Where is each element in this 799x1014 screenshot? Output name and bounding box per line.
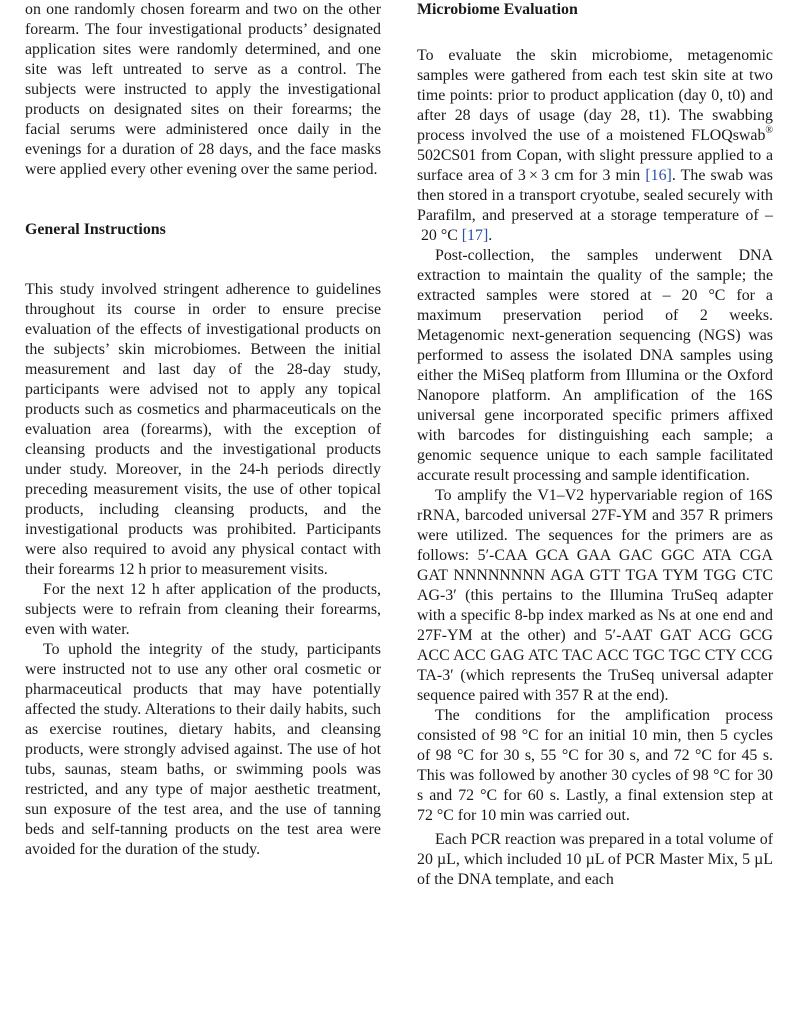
body-paragraph: Post-collection, the samples underwent DNA extraction to maintain the quality of the sample; the extracted samples were stored at – 20 °C for a maximum preservation period of 2 weeks. Metagenomic next-generation sequencing (NGS) was performed to assess the isolated DNA samples using either the MiSeq platform from Illumina or the Oxford Nanopore platform. An amplification of the 16S universal gene incorporated specific primers affixed with barcodes for distinguishing each sample; a genomic sequence unique to each sample facilitated accurate result processing and sample identification. (417, 247, 773, 484)
registered-mark: ® (765, 124, 773, 136)
body-paragraph: The conditions for the amplification process consisted of 98 °C for an initial 10 min, then 5 cycles of 98 °C for 30 s, 55 °C for 30 s, and 72 °C for 45 s. This was followed by another 30 cycles of 98 °C for 30 s and 72 °C for 60 s. Lastly, a final extension step at 72 °C for 10 min was carried out. (417, 707, 773, 824)
right-column (417, 0, 773, 890)
section-heading-microbiome-evaluation: Microbiome Evaluation (417, 1, 578, 18)
section-heading-general-instructions: General Instructions (25, 221, 166, 238)
body-paragraph: To amplify the V1–V2 hypervariable region of 16S rRNA, barcoded universal 27F-YM and 357 R primers were utilized. The sequences for the primers are as follows: 5′-CAA GCA GAA GAC GGC ATA CGA GAT NNNNNNNN AGA GTT TGA TYM TGG CTC AG-3′ (this pertains to the Illumina TruSeq adapter with a specific 8-bp index marked as Ns at one end and 27F-YM at the other) and 5′-AAT GAT ACG GCG ACC ACC GAG ATC TAC ACC TGC TGC CTY CCG TA-3′ (which represents the TruSeq universal adapter sequence paired with 357 R at the end). (417, 487, 773, 704)
text-run: 502CS01 from Copan, with slight pressure applied to a surface area of 3 × 3 cm for 3 min (417, 147, 773, 184)
left-column (25, 0, 381, 860)
body-paragraph-microbiome-sampling (417, 46, 773, 246)
text-run: . The swab was then stored in a transport cryotube, sealed securely with Parafilm, and preserved at a storage temperature of – 20 °C (417, 167, 773, 244)
text-run: . (488, 227, 493, 244)
citation-link-16[interactable]: [16] (645, 167, 672, 184)
intro-paragraph: on one randomly chosen forearm and two on the other forearm. The four investigational products’ designated application sites were randomly determined, and one site was left untreated to serve as a control. The subjects were instructed to apply the investigational products on designated sites on their forearms; the facial serums were administered once daily in the evenings for a duration of 28 days, and the face masks were applied every other evening over the same period. (25, 1, 381, 178)
text-run: To evaluate the skin microbiome, metagenomic samples were gathered from each test skin site at two time points: prior to product application (day 0, t0) and after 28 days of usage (day 28, t1). The swabbing process involved the use of a moistened FLOQswab (417, 47, 773, 144)
body-paragraph: For the next 12 h after application of the products, subjects were to refrain from cleaning their forearms, even with water. (25, 581, 381, 638)
body-paragraph: This study involved stringent adherence to guidelines throughout its course in order to ensure precise evaluation of the effects of investigational products on the subjects’ skin microbiomes. Between the initial measurement and last day of the 28-day study, participants were advised not to apply any topical products such as cosmetics and pharmaceuticals on the evaluation area (forearms), with the exception of cleansing products and the investigational products under study. Moreover, in the 24-h periods directly preceding measurement visits, the use of other topical products, including cleansing products, and the investigational products was prohibited. Participants were also required to avoid any physical contact with their forearms 12 h prior to measurement visits. (25, 281, 381, 578)
body-paragraph: To uphold the integrity of the study, participants were instructed not to use any other oral cosmetic or pharmaceutical products that may have potentially affected the study. Alterations to their daily habits, such as exercise routines, dietary habits, and cleansing products, were strongly advised against. The use of hot tubs, saunas, steam baths, or swimming pools was restricted, and any type of major aesthetic treatment, sun exposure of the test area, and the use of tanning beds and self-tanning products on the test area were avoided for the duration of the study. (25, 641, 381, 858)
citation-link-17[interactable]: [17] (461, 227, 489, 244)
body-paragraph: Each PCR reaction was prepared in a total volume of 20 µL, which included 10 µL of PCR Master Mix, 5 µL of the DNA template, and each (417, 831, 773, 888)
